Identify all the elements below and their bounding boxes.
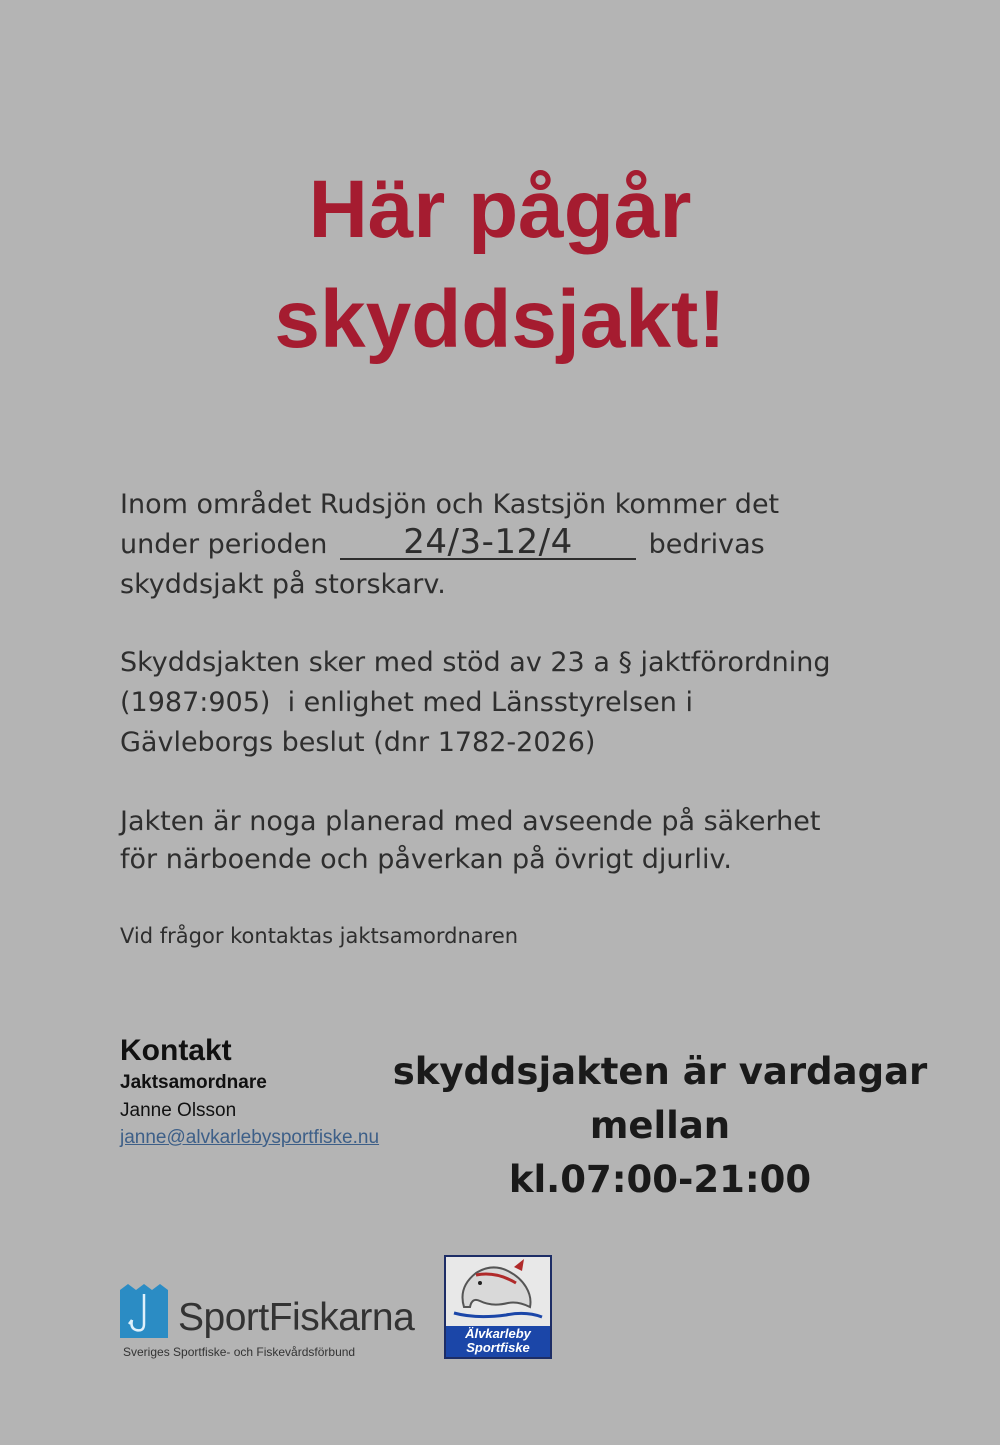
hunt-area-paragraph	[120, 485, 900, 605]
contact-heading: Kontakt	[120, 1034, 232, 1067]
sportfiskarna-hook-icon	[120, 1280, 168, 1342]
contact-name: Janne Olsson	[120, 1100, 237, 1121]
safety-paragraph	[120, 803, 900, 879]
questions-note: Vid frågor kontaktas jaktsamordnaren	[120, 924, 519, 948]
page-title	[0, 155, 1000, 375]
alvkarleby-label-line-2: Sportfiske	[466, 1340, 530, 1355]
title-line-2: skyddsjakt!	[274, 274, 726, 365]
legal-basis-paragraph	[120, 643, 900, 763]
alvkarleby-label	[446, 1326, 550, 1357]
paragraph-line: Skyddsjakten sker med stöd av 23 a § jaktförordning	[120, 647, 831, 678]
alvkarleby-sportfiske-logo	[444, 1255, 552, 1359]
schedule-line-1: skyddsjakten är vardagar mellan	[392, 1050, 928, 1147]
paragraph-line	[120, 522, 900, 565]
contact-role: Jaktsamordnare	[120, 1072, 267, 1093]
paragraph-line: för närboende och påverkan på övrigt djurliv.	[120, 844, 733, 875]
paragraph-line: Gävleborgs beslut (dnr 1782-2026)	[120, 727, 596, 758]
paragraph-line: Jakten är noga planerad med avseende på säkerhet	[120, 806, 821, 837]
paragraph-text: under perioden	[120, 529, 328, 560]
paragraph-line: skyddsjakt på storskarv.	[120, 569, 446, 600]
paragraph-line: Inom området Rudsjön och Kastsjön kommer det	[120, 489, 780, 520]
contact-email-link[interactable]: janne@alvkarlebysportfiske.nu	[120, 1127, 380, 1148]
schedule-notice	[340, 1045, 980, 1207]
period-field: 24/3-12/4	[340, 526, 636, 560]
alvkarleby-label-line-1: Älvkarleby	[465, 1326, 531, 1341]
paragraph-text: bedrivas	[648, 529, 765, 560]
sportfiskarna-wordmark: SportFiskarna	[178, 1296, 415, 1339]
schedule-line-2: kl.07:00-21:00	[508, 1158, 812, 1201]
salmon-icon	[446, 1257, 550, 1329]
paragraph-line: (1987:905) i enlighet med Länsstyrelsen i	[120, 687, 693, 718]
sportfiskarna-tagline: Sveriges Sportfiske- och Fiskevårdsförbund	[123, 1345, 356, 1359]
title-line-1: Här pågår	[308, 164, 692, 255]
